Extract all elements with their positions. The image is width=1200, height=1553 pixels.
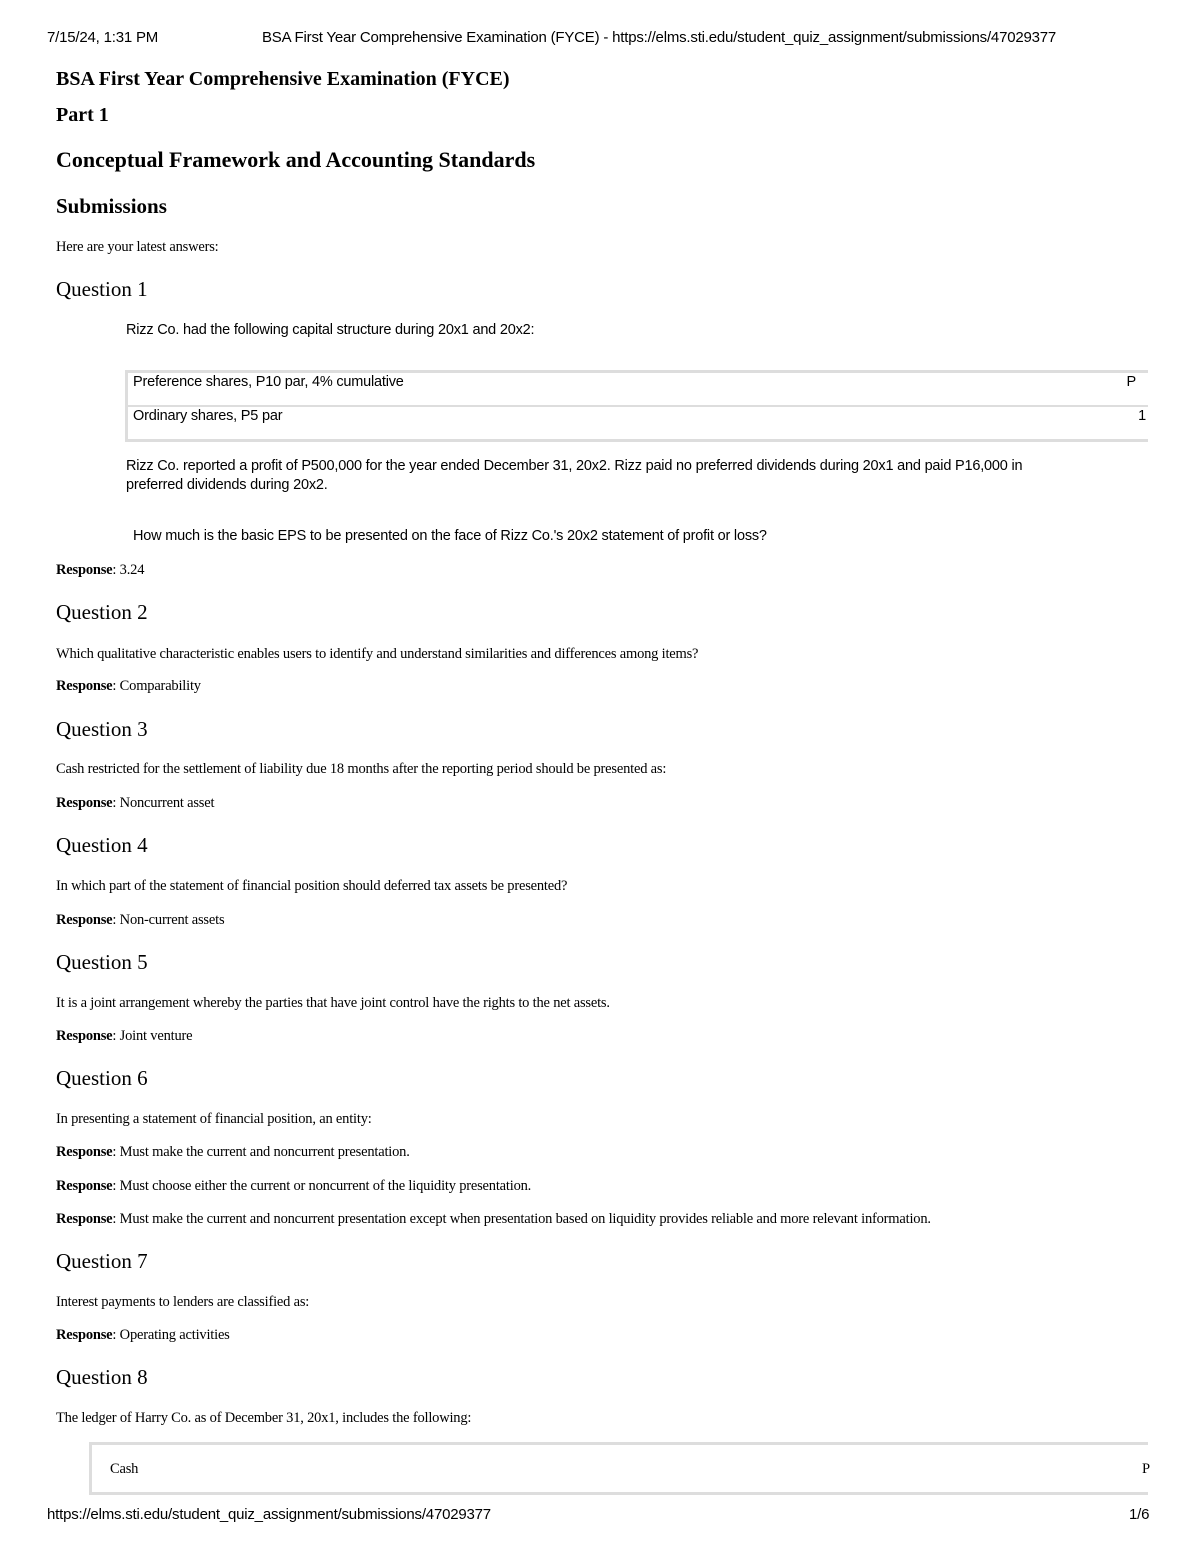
question-6-title: Question 6 bbox=[56, 1066, 148, 1090]
intro-text: Here are your latest answers: bbox=[56, 239, 219, 255]
capital-structure-table bbox=[125, 370, 1148, 442]
print-footer-url: https://elms.sti.edu/student_quiz_assignment/submissions/47029377 bbox=[47, 1506, 491, 1523]
row-label: Ordinary shares, P5 par bbox=[133, 408, 283, 424]
question-7-text: Interest payments to lenders are classified as: bbox=[56, 1294, 310, 1310]
part-label: Part 1 bbox=[56, 104, 109, 126]
response-value: : Noncurrent asset bbox=[112, 795, 215, 811]
question-4-text: In which part of the statement of financial position should deferred tax assets be presented? bbox=[56, 878, 568, 894]
row-value: P bbox=[1126, 374, 1136, 390]
question-1-text-line2: preferred dividends during 20x2. bbox=[126, 477, 328, 493]
question-1-response bbox=[56, 562, 144, 579]
response-label: Response bbox=[56, 1211, 113, 1227]
question-3-response bbox=[56, 795, 214, 812]
response-value: : 3.24 bbox=[112, 562, 145, 578]
question-7-response bbox=[56, 1327, 230, 1344]
response-label: Response bbox=[56, 1144, 113, 1160]
question-2-response bbox=[56, 678, 201, 695]
response-label: Response bbox=[56, 678, 113, 694]
question-1-text-line1: Rizz Co. reported a profit of P500,000 for the year ended December 31, 20x2. Rizz paid no preferred dividends during 20x1 and paid P16,000 in bbox=[126, 458, 1023, 474]
response-label: Response bbox=[56, 1178, 113, 1194]
submissions-heading: Submissions bbox=[56, 194, 167, 218]
question-1-intro: Rizz Co. had the following capital structure during 20x1 and 20x2: bbox=[126, 322, 535, 338]
ledger-table bbox=[89, 1442, 1148, 1495]
print-title: BSA First Year Comprehensive Examination (FYCE) - https://elms.sti.edu/student_quiz_assignment/submissions/47029377 bbox=[262, 29, 1057, 46]
row-label: Preference shares, P10 par, 4% cumulative bbox=[133, 374, 404, 390]
table-row bbox=[128, 407, 1148, 439]
question-1-title: Question 1 bbox=[56, 277, 148, 301]
row-value: 1 bbox=[1138, 408, 1146, 424]
question-8-title: Question 8 bbox=[56, 1365, 148, 1389]
response-label: Response bbox=[56, 1327, 113, 1343]
response-value: : Must choose either the current or noncurrent of the liquidity presentation. bbox=[112, 1178, 532, 1194]
question-1-question: How much is the basic EPS to be presented on the face of Rizz Co.'s 20x2 statement of profit or loss? bbox=[133, 528, 767, 544]
response-value: : Operating activities bbox=[112, 1327, 230, 1343]
response-value: : Comparability bbox=[112, 678, 201, 694]
response-label: Response bbox=[56, 912, 113, 928]
question-4-response bbox=[56, 912, 224, 929]
row-value: P bbox=[1142, 1461, 1150, 1477]
question-8-text: The ledger of Harry Co. as of December 31, 20x1, includes the following: bbox=[56, 1410, 472, 1426]
question-3-text: Cash restricted for the settlement of liability due 18 months after the reporting period should be presented as: bbox=[56, 761, 667, 777]
question-2-text: Which qualitative characteristic enables users to identify and understand similarities and differences among items? bbox=[56, 646, 699, 662]
section-title: Conceptual Framework and Accounting Standards bbox=[56, 147, 536, 172]
question-5-response bbox=[56, 1028, 192, 1045]
question-6-response-2 bbox=[56, 1178, 531, 1195]
question-2-title: Question 2 bbox=[56, 600, 148, 624]
question-6-response-1 bbox=[56, 1144, 410, 1161]
question-6-text: In presenting a statement of financial position, an entity: bbox=[56, 1111, 372, 1127]
question-4-title: Question 4 bbox=[56, 833, 148, 857]
print-page-number: 1/6 bbox=[1129, 1506, 1150, 1523]
table-row bbox=[92, 1445, 1148, 1492]
question-6-response-3 bbox=[56, 1211, 931, 1228]
question-5-text: It is a joint arrangement whereby the parties that have joint control have the rights to the net assets. bbox=[56, 995, 610, 1011]
response-label: Response bbox=[56, 1028, 113, 1044]
response-label: Response bbox=[56, 795, 113, 811]
response-value: : Must make the current and noncurrent presentation. bbox=[112, 1144, 410, 1160]
response-value: : Non-current assets bbox=[112, 912, 225, 928]
row-label: Cash bbox=[110, 1461, 139, 1477]
response-value: : Joint venture bbox=[112, 1028, 193, 1044]
table-row bbox=[128, 373, 1148, 407]
response-label: Response bbox=[56, 562, 113, 578]
question-3-title: Question 3 bbox=[56, 717, 148, 741]
question-7-title: Question 7 bbox=[56, 1249, 148, 1273]
response-value: : Must make the current and noncurrent presentation except when presentation based on liquidity provides reliable and more relevant information. bbox=[112, 1211, 931, 1227]
print-datetime: 7/15/24, 1:31 PM bbox=[47, 29, 159, 46]
exam-title: BSA First Year Comprehensive Examination (FYCE) bbox=[56, 68, 510, 90]
question-5-title: Question 5 bbox=[56, 950, 148, 974]
